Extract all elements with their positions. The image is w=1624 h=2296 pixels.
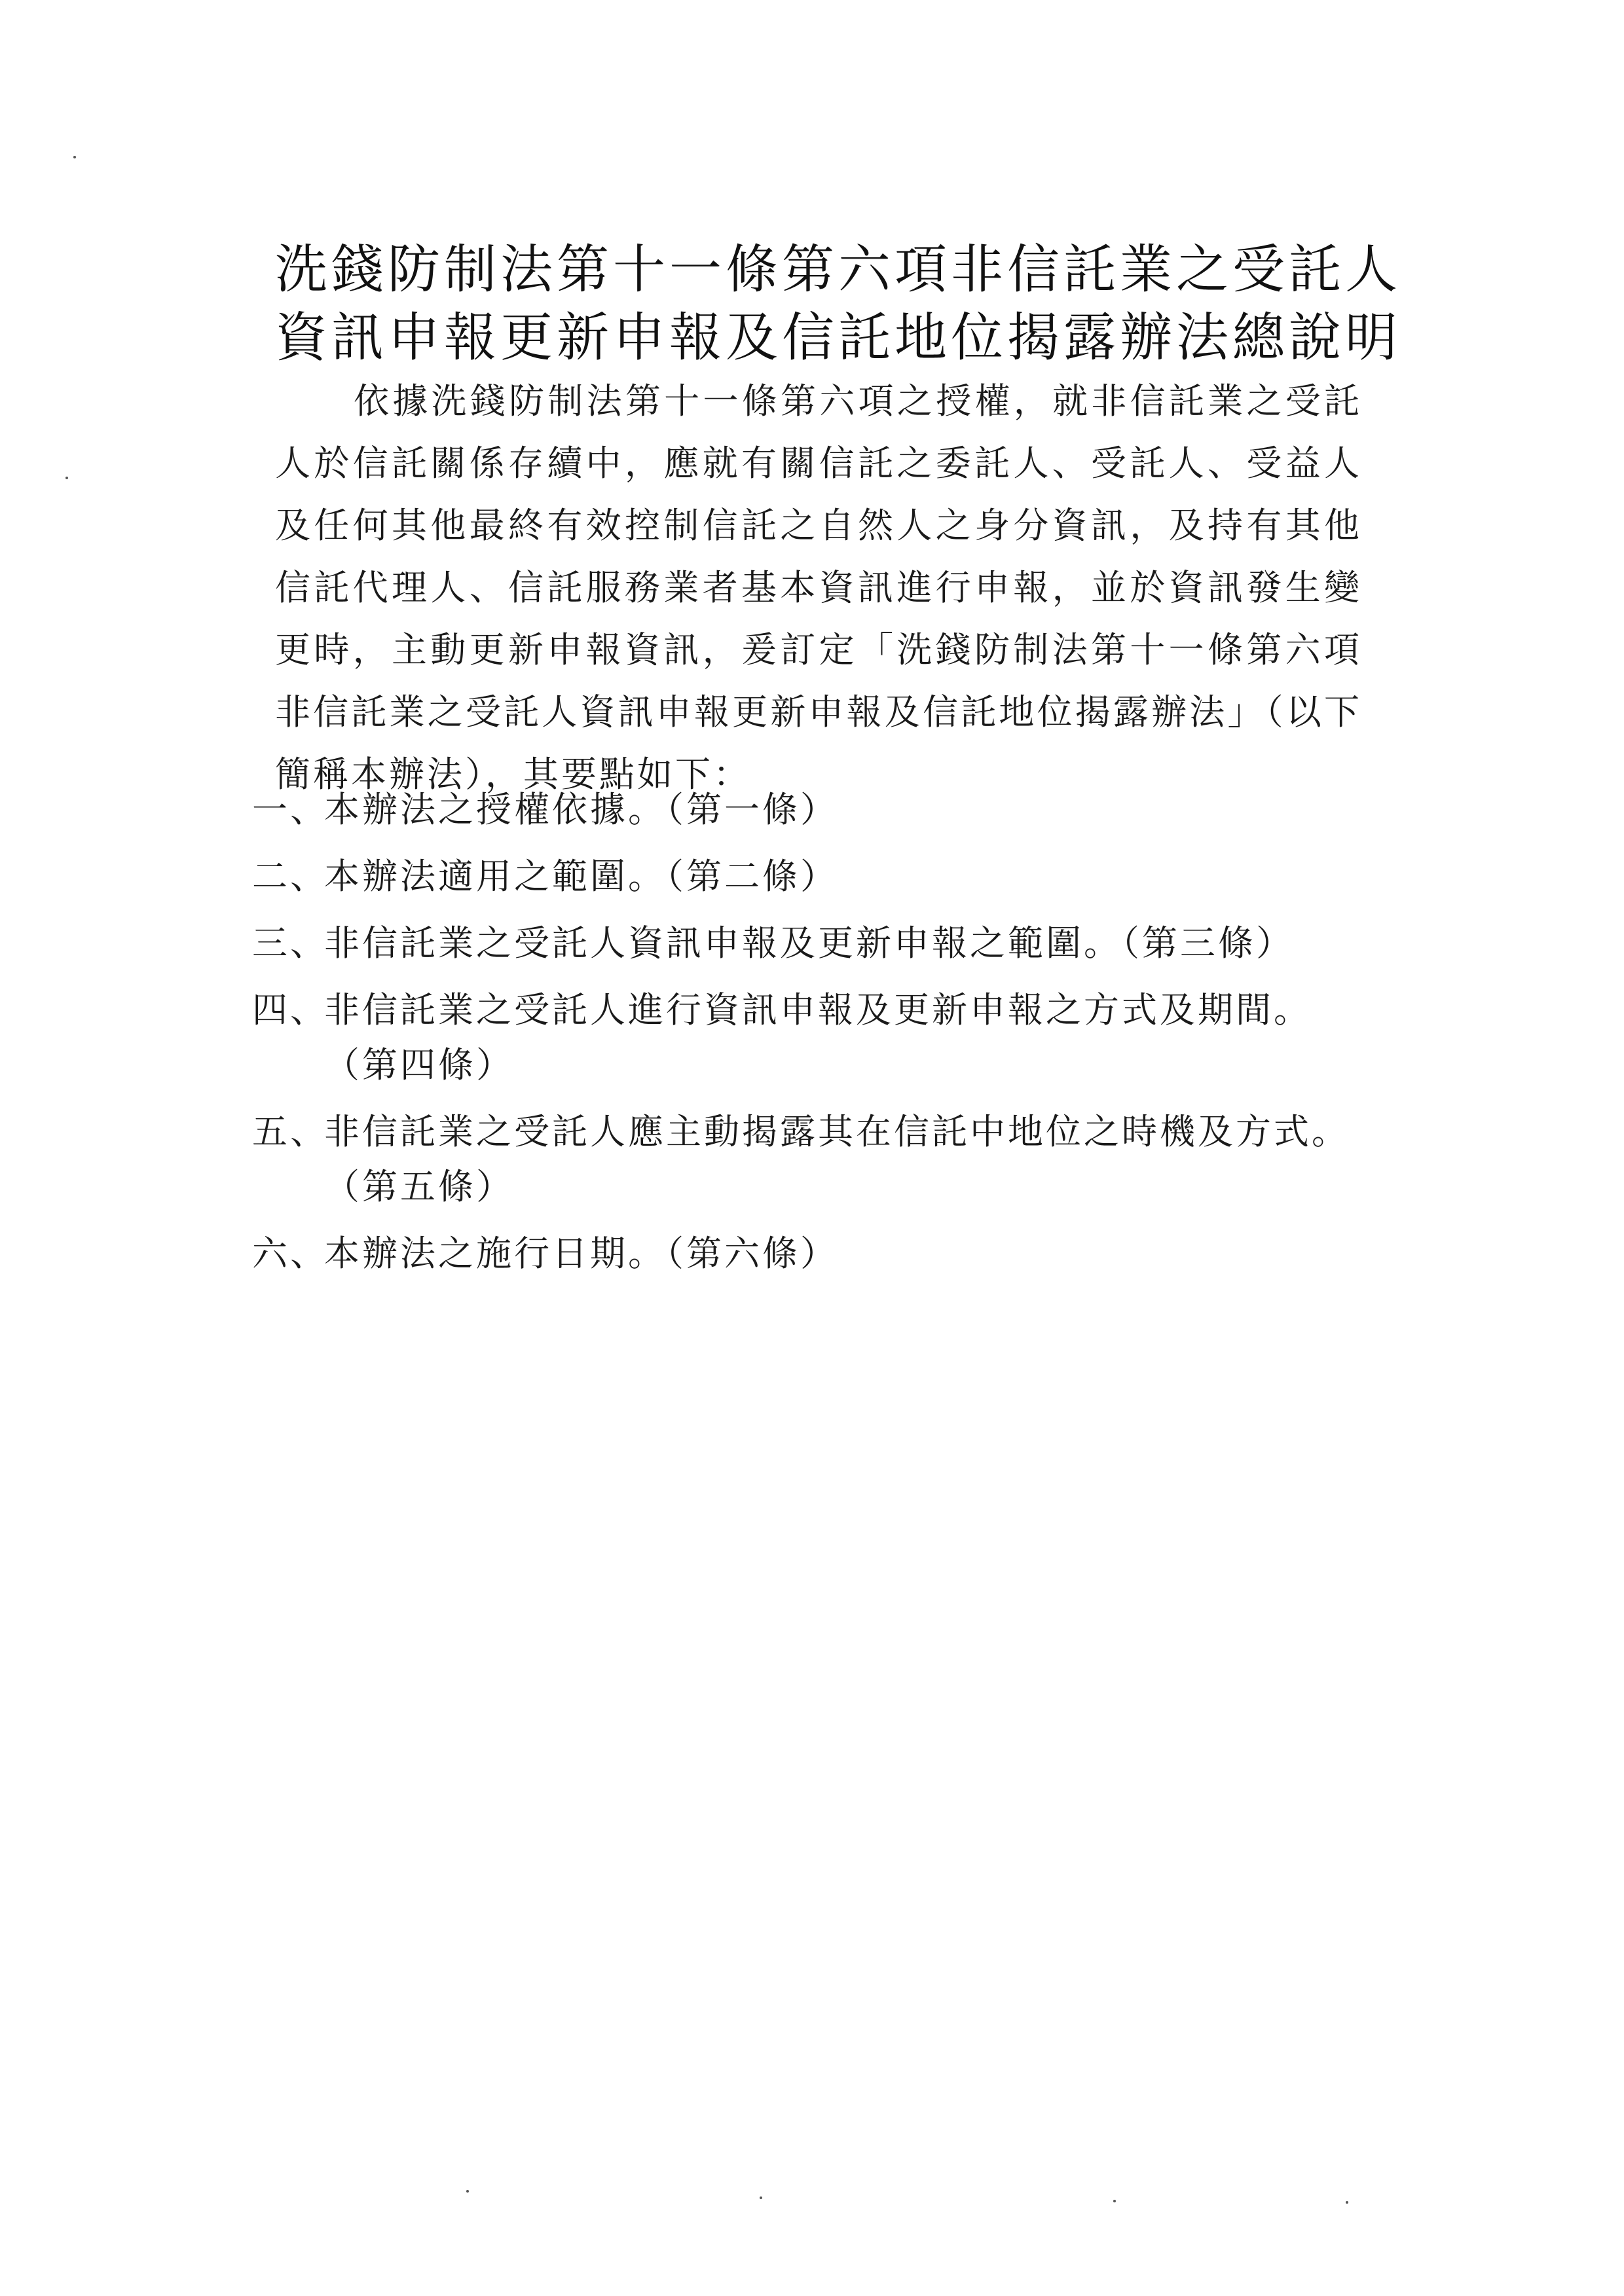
item-number: 二、 [252, 856, 328, 897]
list-item [252, 849, 1365, 904]
list-item [252, 983, 1365, 1093]
list-item [252, 782, 1365, 837]
title-line-2: 資訊申報更新申報及信託地位揭露辦法總說明 [275, 307, 1401, 368]
scan-speck [466, 2190, 469, 2193]
title-line-1: 洗錢防制法第十一條第六項非信託業之受託人 [275, 239, 1401, 300]
list-item [252, 1104, 1365, 1214]
scan-speck [73, 156, 76, 158]
intro-paragraph: 依據洗錢防制法第十一條第六項之授權，就非信託業之受託人於信託關係存續中，應就有關信託之委託人、受託人、受益人及任何其他最終有效控制信託之自然人之身分資訊，及持有其他信託代理人、信託服務業者基本資訊進行申報，並於資訊發生變更時，主動更新申報資訊，爰訂定「洗錢防制法第十一條第六項非信託業之受託人資訊申報更新申報及信託地位揭露辦法」（以下簡稱本辦法），其要點如下： [275, 380, 1362, 795]
scan-speck [1346, 2201, 1348, 2204]
item-number: 三、 [252, 922, 328, 964]
list-item [252, 916, 1365, 971]
scan-speck [1113, 2200, 1116, 2202]
item-text: 非信託業之受託人資訊申報及更新申報之範圍。（第三條） [324, 922, 1294, 964]
item-text: 非信託業之受託人應主動揭露其在信託中地位之時機及方式。（第五條） [324, 1111, 1350, 1207]
item-text: 非信託業之受託人進行資訊申報及更新申報之方式及期間。（第四條） [324, 989, 1312, 1085]
item-text: 本辦法適用之範圍。（第二條） [324, 856, 838, 897]
list-item [252, 1226, 1365, 1281]
scan-speck [65, 477, 68, 479]
item-number: 六、 [252, 1233, 328, 1274]
key-points-list [252, 782, 1365, 1293]
item-text: 本辦法之授權依據。（第一條） [324, 789, 838, 830]
item-number: 五、 [252, 1111, 328, 1152]
item-number: 一、 [252, 789, 328, 830]
scan-speck [760, 2196, 762, 2199]
item-text: 本辦法之施行日期。（第六條） [324, 1233, 838, 1274]
item-number: 四、 [252, 989, 328, 1030]
document-title [275, 236, 1401, 372]
